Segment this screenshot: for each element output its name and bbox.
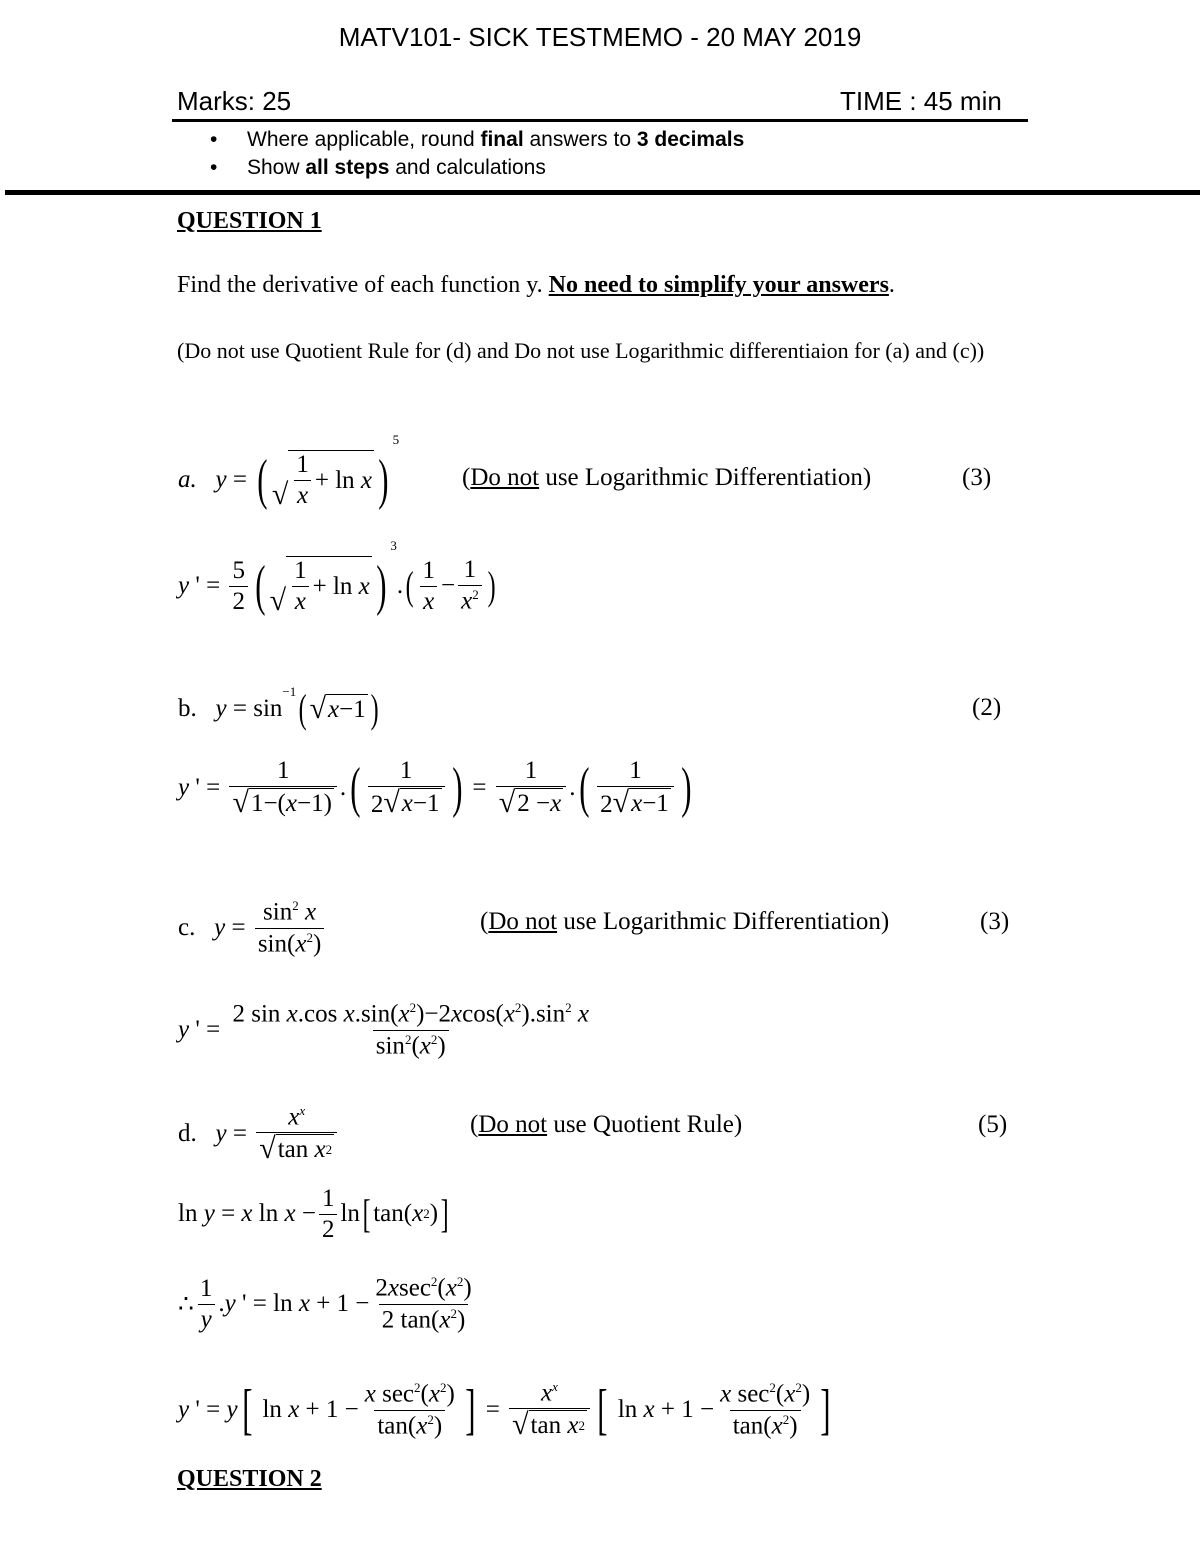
part-c-answer: y ' = $\frac{2 \sin x.\cos x.\sin(x^2)-2xcos(x^2).\sin^2 x}{\sin^2(x^2)}$ <box>178 1000 589 1059</box>
part-c-instruction: (Do not use Logarithmic Differentiation) <box>480 908 890 935</box>
part-a-marks: (3) <box>962 464 992 491</box>
part-a-label: a. <box>178 466 197 493</box>
instruction-item <box>210 154 744 182</box>
document-title: MATV101- SICK TESTMEMO - 20 MAY 2019 <box>338 22 862 52</box>
instruction-item <box>210 126 744 154</box>
part-a-instruction-underline: Do not <box>470 464 540 491</box>
part-b-label: b. <box>178 695 197 722</box>
part-c-instruction-underline: Do not <box>488 908 558 935</box>
intro-emphasis: No need to simplify your answers <box>548 272 889 298</box>
part-a-instruction-text: use Logarithmic Differentiation) <box>539 464 872 491</box>
part-d-answer: y ' = y [ ln x + 1 − $\frac{x \sec^2(x^2)}{\tan(x^2)}$ ] = $x^x$ √ tan x 2 [ ln x + 1 − $\frac{x \sec^2(x^2)}{\tan(x^2)}$ ] <box>178 1378 831 1442</box>
part-a-function: a. y = ( √ $\frac{1}{x}$ + ln x ) 5 <box>178 432 400 511</box>
header-rule <box>172 119 1028 122</box>
part-a-answer: y ' = $\frac{5}{2}$ ( √ $\frac{1}{x}$ + ln x ) 3 . ( $\frac{1}{x}$ − $\frac{1}{x^2}$ ) <box>178 538 496 617</box>
part-a-instruction: (Do not use Logarithmic Differentiation) <box>462 464 872 491</box>
question-1-heading: QUESTION 1 <box>177 208 322 234</box>
instruction-text: Show <box>247 156 306 179</box>
part-b-marks: (2) <box>972 694 1002 721</box>
instruction-text: and calculations <box>389 156 546 179</box>
instruction-text: answers to <box>523 128 637 151</box>
question-1-note: (Do not use Quotient Rule for (d) and Do not use Logarithmic differentiaion for (a) and (c)) <box>177 338 985 363</box>
part-c-marks: (3) <box>980 908 1010 935</box>
question-1-intro <box>177 272 895 299</box>
instructions-list <box>210 126 744 182</box>
instruction-bold: all steps <box>305 156 390 179</box>
part-b-function: b. y = sin $^{-1}$ ( √ x −1 ) <box>178 684 379 731</box>
instruction-bold: final <box>480 128 524 151</box>
part-d-step-log: ln y = x ln x − $\frac{1}{2}$ ln [ tan( x 2 ) ] <box>178 1184 449 1243</box>
part-d-instruction-text: use Quotient Rule) <box>547 1111 743 1138</box>
part-c-function: c. y = $\frac{\sin^2 x}{\sin(x^2)}$ <box>178 888 327 968</box>
part-d-function: d. y = $x^x$ √ tan x 2 <box>178 1096 340 1172</box>
intro-text: Find the derivative of each function y. <box>177 272 549 298</box>
bullet-icon: • <box>210 156 218 179</box>
bullet-icon: • <box>210 128 218 151</box>
intro-text-end: . <box>888 272 895 298</box>
instruction-bold: 3 decimals <box>636 128 745 151</box>
part-d-label: d. <box>178 1120 197 1147</box>
section-rule <box>5 190 1200 195</box>
part-d-instruction-underline: Do not <box>478 1111 548 1138</box>
part-c-label: c. <box>178 914 196 941</box>
time-label: TIME : 45 min <box>840 86 1002 116</box>
part-d-instruction: (Do not use Quotient Rule) <box>470 1111 743 1138</box>
part-d-marks: (5) <box>978 1111 1008 1138</box>
part-b-answer: y ' = 1 √ 1−( x −1) . ( 1 2 √ x −1 ) = 1 √ 2 − x . ( 1 2 √ x −1 ) <box>178 757 692 819</box>
part-c-instruction-text: use Logarithmic Differentiation) <box>557 908 890 935</box>
question-2-heading: QUESTION 2 <box>177 1466 322 1492</box>
instruction-text: Where applicable, round <box>247 128 481 151</box>
marks-label: Marks: 25 <box>177 86 292 116</box>
part-d-step-differentiate: ∴ $\frac{1}{y}$ . y ' = ln x + 1 − $\frac{2xsec^2(x^2)}{2 \tan(x^2)}$ <box>178 1274 472 1333</box>
